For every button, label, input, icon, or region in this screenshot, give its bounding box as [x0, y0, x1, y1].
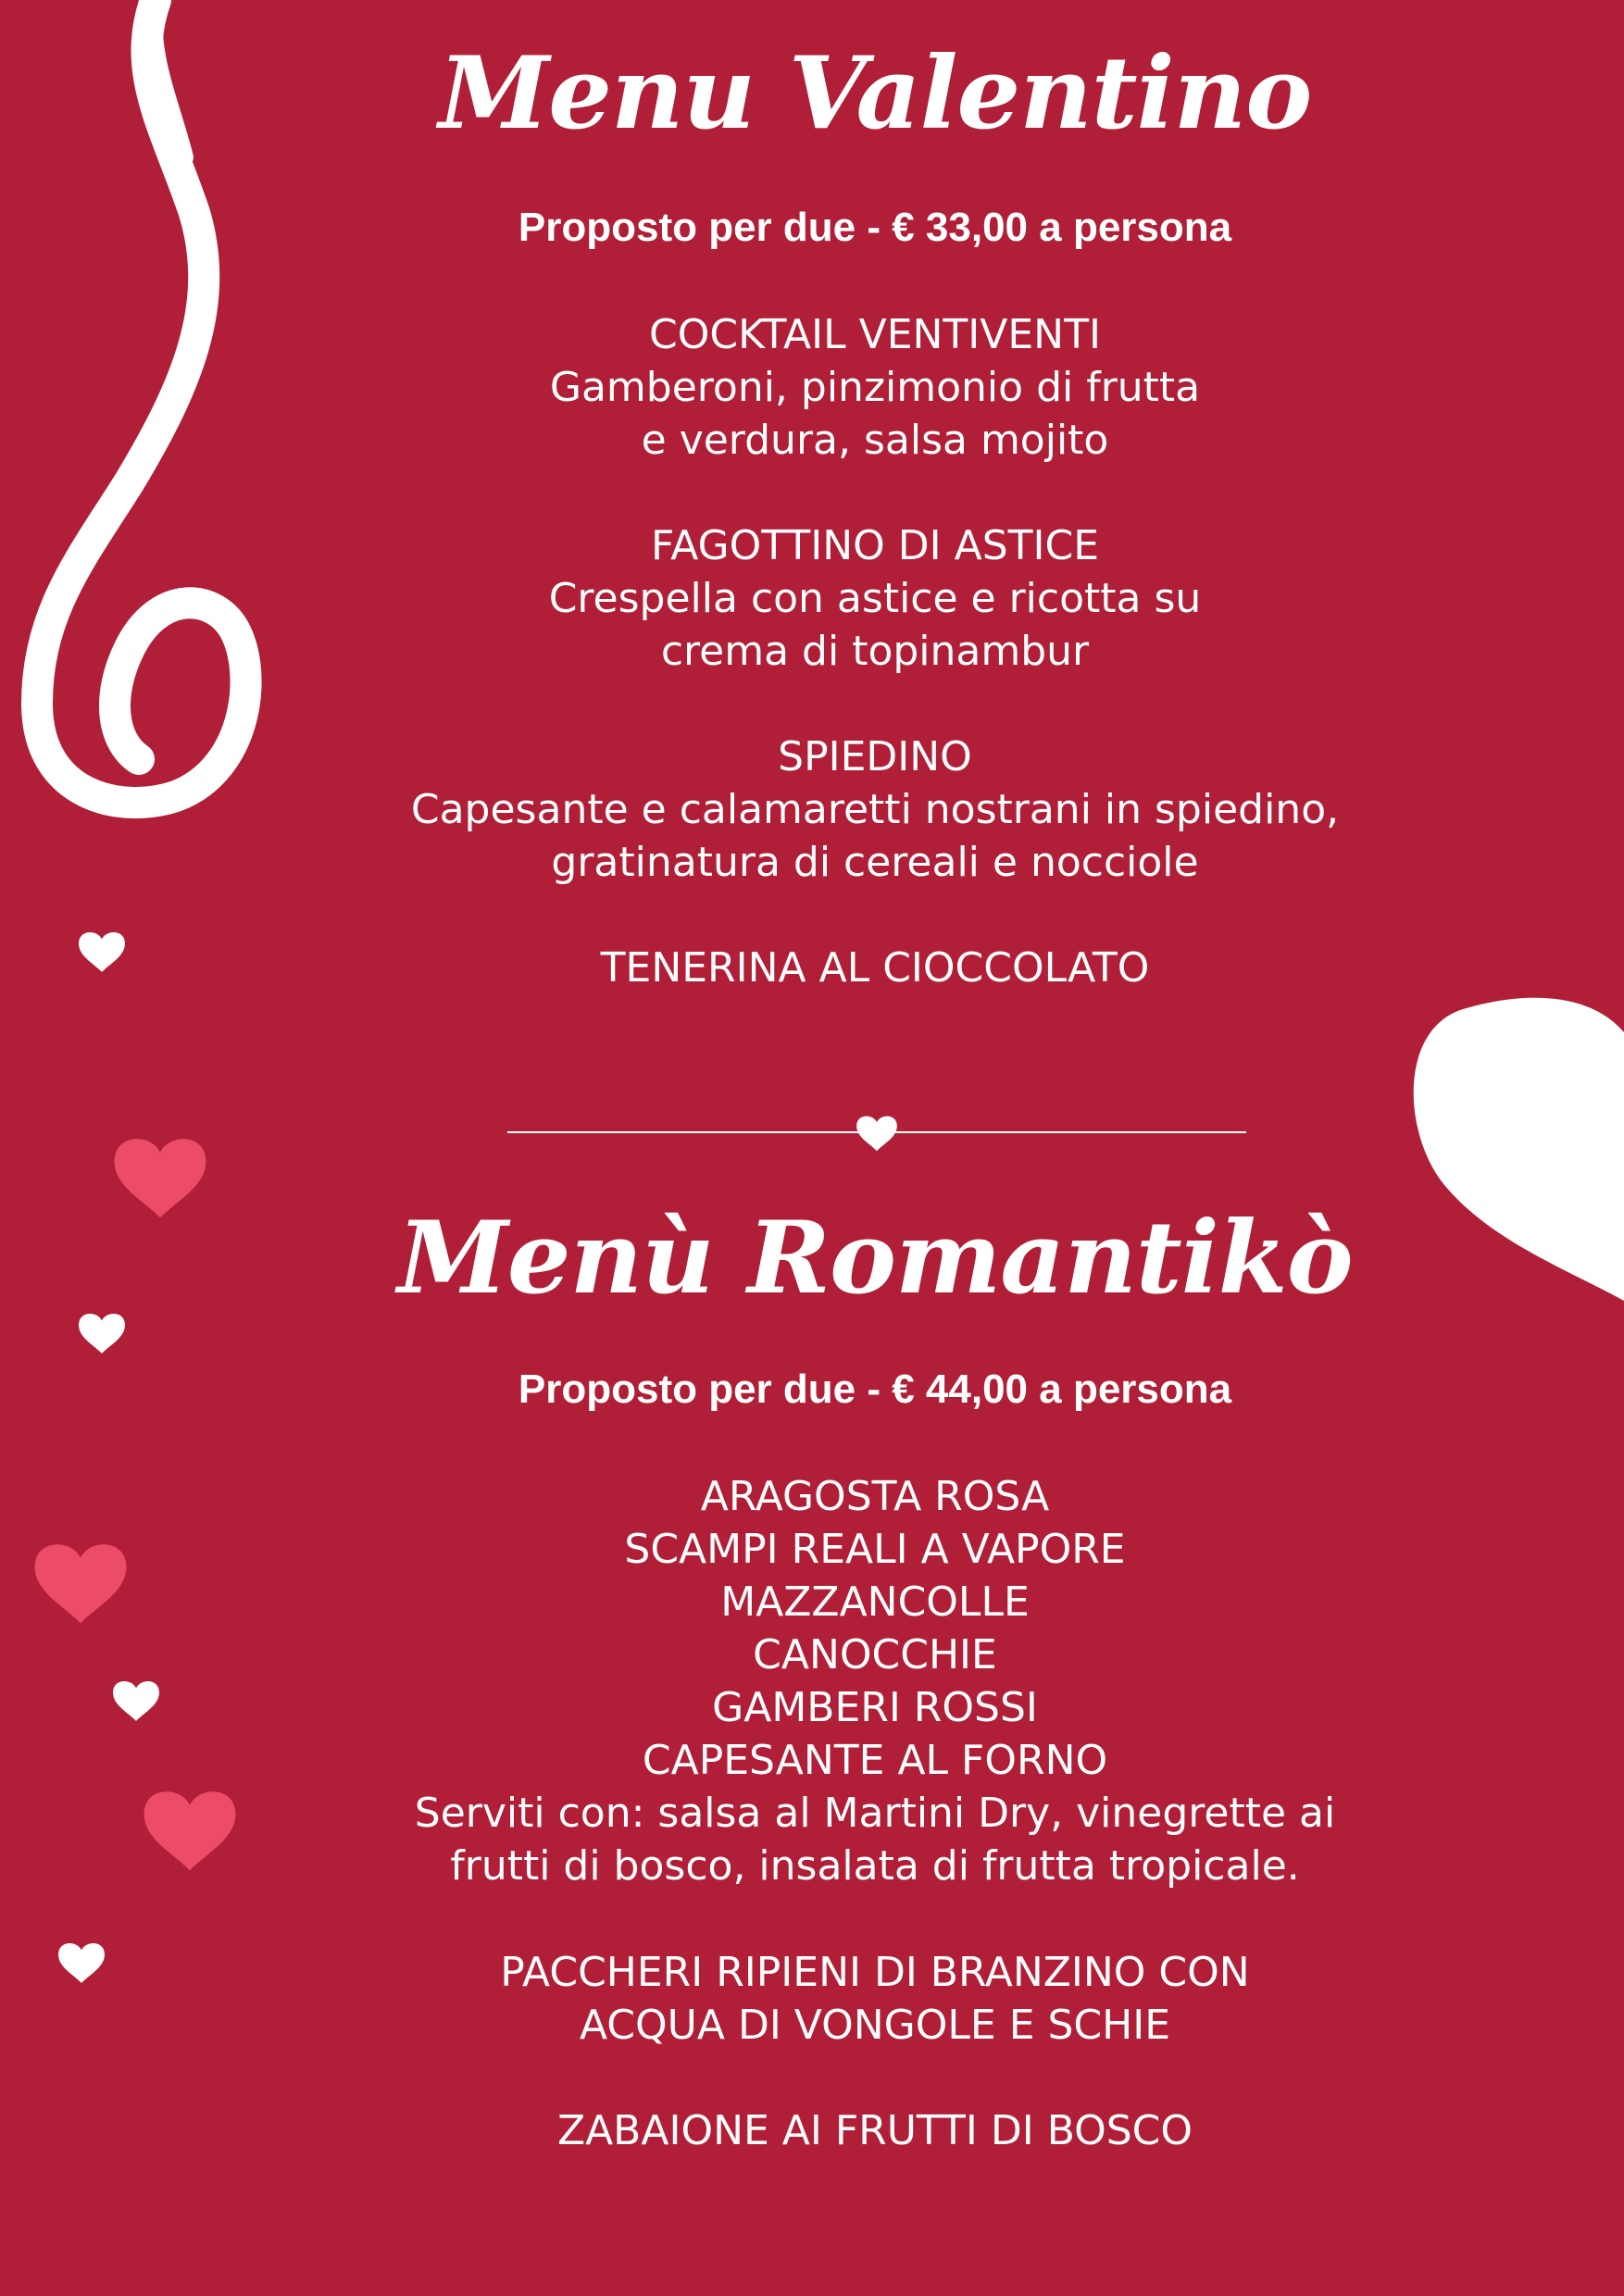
course-name: TENERINA AL CIOCCOLATO	[600, 944, 1150, 992]
menu-item-description: Serviti con: salsa al Martini Dry, vinegrette ai	[414, 1790, 1336, 1837]
course-fagottino-di-astice	[389, 519, 1361, 678]
course-description: Capesante e calamaretti nostrani in spiedino,	[410, 786, 1340, 833]
course-description: Gamberoni, pinzimonio di frutta	[549, 364, 1201, 411]
course-name: SPIEDINO	[778, 733, 972, 780]
heart-icon	[58, 1943, 105, 1983]
romantiko-items	[389, 1470, 1361, 1892]
menu-valentino-price: Proposto per due - € 33,00 a persona	[518, 205, 1232, 250]
menu-item: ARAGOSTA ROSA	[700, 1473, 1050, 1520]
course-description: crema di topinambur	[660, 628, 1090, 675]
course-description: e verdura, salsa mojito	[641, 417, 1109, 464]
course-paccheri	[389, 1946, 1361, 2052]
course-name: PACCHERI RIPIENI DI BRANZINO CON	[500, 1949, 1250, 1996]
menu-item: SCAMPI REALI A VAPORE	[624, 1526, 1126, 1573]
menu-item-description: frutti di bosco, insalata di frutta tropicale.	[450, 1842, 1300, 1890]
menu-valentino-title: Menu Valentino	[438, 35, 1312, 152]
heart-icon	[113, 1681, 159, 1721]
course-tenerina-al-cioccolato	[389, 942, 1361, 994]
course-description: gratinatura di cereali e nocciole	[551, 839, 1199, 886]
course-cocktail-ventiventi	[389, 308, 1361, 467]
course-zabaione	[389, 2104, 1361, 2157]
heart-icon	[115, 1139, 206, 1217]
course-name: COCKTAIL VENTIVENTI	[649, 311, 1101, 358]
course-name: FAGOTTINO DI ASTICE	[650, 522, 1100, 569]
course-spiedino	[389, 730, 1361, 889]
heart-icon	[1414, 998, 1624, 1301]
heart-icon	[79, 1314, 125, 1354]
menu-item: MAZZANCOLLE	[720, 1578, 1030, 1626]
course-name: ACQUA DI VONGOLE E SCHIE	[579, 2002, 1171, 2049]
course-name: ZABAIONE AI FRUTTI DI BOSCO	[556, 2107, 1193, 2154]
menu-romantiko-title: Menù Romantikò	[397, 1200, 1353, 1316]
menu-item: CAPESANTE AL FORNO	[642, 1737, 1108, 1784]
heart-icon	[79, 932, 125, 972]
menu-item: CANOCCHIE	[753, 1631, 997, 1678]
menu-romantiko-price: Proposto per due - € 44,00 a persona	[518, 1366, 1232, 1412]
heart-icon	[35, 1544, 127, 1623]
ribbon-swirl-icon	[37, 0, 246, 803]
heart-icon	[144, 1791, 236, 1870]
course-description: Crespella con astice e ricotta su	[548, 575, 1202, 622]
menu-item: GAMBERI ROSSI	[712, 1684, 1038, 1731]
heart-icon	[852, 1113, 902, 1152]
